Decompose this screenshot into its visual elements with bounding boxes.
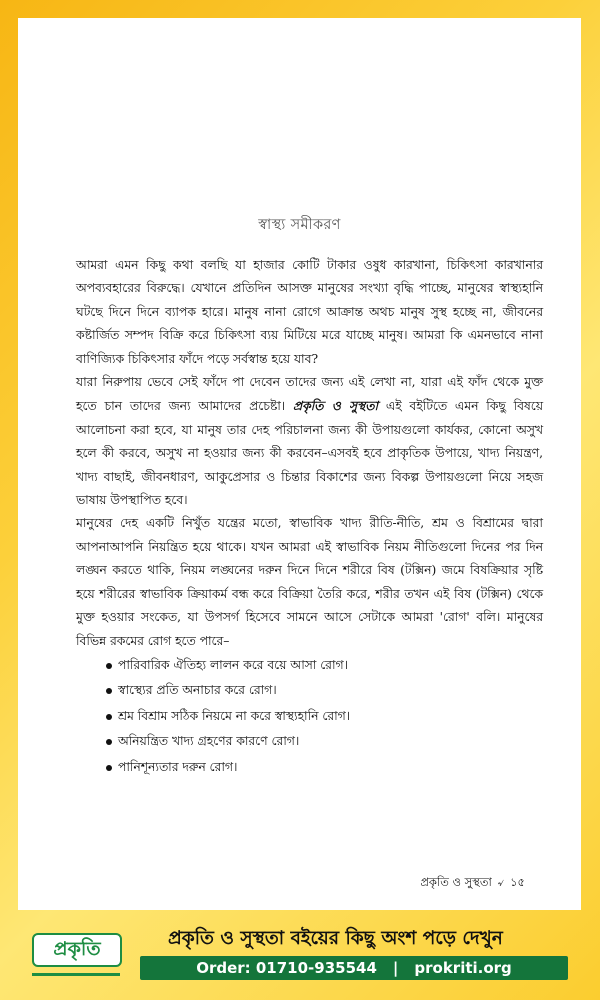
- body-text: [76, 254, 543, 780]
- paragraph-2: [76, 371, 543, 512]
- logo-underline: [32, 973, 120, 976]
- page-footer: [420, 874, 525, 893]
- book-page: [18, 18, 581, 910]
- promo-text: প্রকৃতি ও সুস্থতা বইয়ের কিছু অংশ পড়ে দেখুন: [168, 928, 503, 949]
- footer-ornament-icon: ৵: [497, 878, 505, 889]
- list-item: অনিয়ন্ত্রিত খাদ্য গ্রহণের কারণে রোগ।: [76, 729, 543, 755]
- list-item: শ্রম বিশ্রাম সঠিক নিয়মে না করে স্বাস্থ্যহানি রোগ।: [76, 704, 543, 730]
- section-title: স্বাস্থ্য সমীকরণ: [258, 217, 341, 233]
- disease-list: [76, 653, 543, 781]
- paragraph-3: মানুষের দেহ একটি নিখুঁত যন্ত্রের মতো, স্বাভাবিক খাদ্য রীতি-নীতি, শ্রম ও বিশ্রামের দ্বারা আপনাআপনি নিয়ন্ত্রিত হয়ে থাকে। যখন আমরা এই স্বাভাবিক নিয়ম নীতিগুলো দিনের পর দিন লঙ্ঘন করতে থাকি, নিয়ম লঙ্ঘনের দরুন দিনে দিনে শরীরে বিষ (টক্সিন) জমে বিষক্রিয়ার সৃষ্টি হয়ে শরীরের স্বাভাবিক ক্রিয়াকর্ম বন্ধ করে বিক্রিয়া তৈরি করে, শরীর তখন এই বিষ (টক্সিন) থেকে মুক্ত হওয়ার সংকেত, যা উপসর্গ হিসেবে সামনে আসে সেটাকে আমরা 'রোগ' বলি। মানুষের বিভিন্ন রকমের রোগ হতে পারে–: [76, 516, 543, 648]
- list-item: স্বাস্থ্যের প্রতি অনাচার করে রোগ।: [76, 678, 543, 704]
- footer-book-title: প্রকৃতি ও সুস্থতা: [420, 875, 492, 889]
- paragraph-2-text-a: যারা নিরুপায় ভেবে সেই ফাঁদে পা দেবেন তাদের জন্য এই লেখা না, যারা এই ফাঁদ থেকে মুক্ত হতে চান তাদের জন্য আমাদের প্রচেষ্টা।: [76, 375, 543, 414]
- paragraph-1: আমরা এমন কিছু কথা বলছি যা হাজার কোটি টাকার ওষুধ কারখানা, চিকিৎসা কারখানার অপব্যবহারের বিরুদ্ধে। যেখানে প্রতিদিন আসক্ত মানুষের সংখ্যা বৃদ্ধি পাচ্ছে, মানুষের স্বাস্থ্যহানি ঘটছে দিনে দিনে ব্যাপক হারে। মানুষ নানা রোগে আক্রান্ত অথচ মানুষ সুস্থ হচ্ছে না, জীবনের কষ্টার্জিত সম্পদ বিক্রি করে চিকিৎসা ব্যয় মিটিয়ে মরে যাচ্ছে মানুষ। আমরা কি এমনভাবে নানা বাণিজ্যিক চিকিৎসার ফাঁদে পড়ে সর্বস্বান্ত হয়ে যাব?: [76, 258, 543, 366]
- prokriti-logo[interactable]: প্রকৃতি: [32, 933, 122, 967]
- list-item: পানিশূন্যতার দরুন রোগ।: [76, 755, 543, 781]
- list-item: পারিবারিক ঐতিহ্য লালন করে বয়ে আসা রোগ।: [76, 653, 543, 679]
- order-bar: [140, 956, 568, 980]
- order-phone[interactable]: Order: 01710-935544: [196, 959, 377, 977]
- paragraph-2-text-b: এই বইটিতে এমন কিছু বিষয়ে আলোচনা করা হবে, যা মানুষ তার দেহ পরিচালনা জন্য কী উপায়গুলো কার্যকর, কোনো অসুখ হলে কী করবে, অসুখ না হওয়ার জন্য কী করবেন–এসবই হবে প্রাকৃতিক উপায়ে, খাদ্য নিয়ন্ত্রণ, খাদ্য বাছাই, জীবনধারণ, আকুপ্রেসার ও চিন্তার বিকাশের জন্য বিকল্প উপায়গুলো নিয়ে সহজ ভাষায় উপস্থাপিত হবে।: [76, 399, 543, 508]
- website-link[interactable]: prokriti.org: [414, 959, 512, 977]
- book-title-emphasis: প্রকৃতি ও সুস্থতা: [293, 398, 379, 414]
- page-number: ১৫: [510, 875, 525, 889]
- order-separator: |: [392, 959, 399, 977]
